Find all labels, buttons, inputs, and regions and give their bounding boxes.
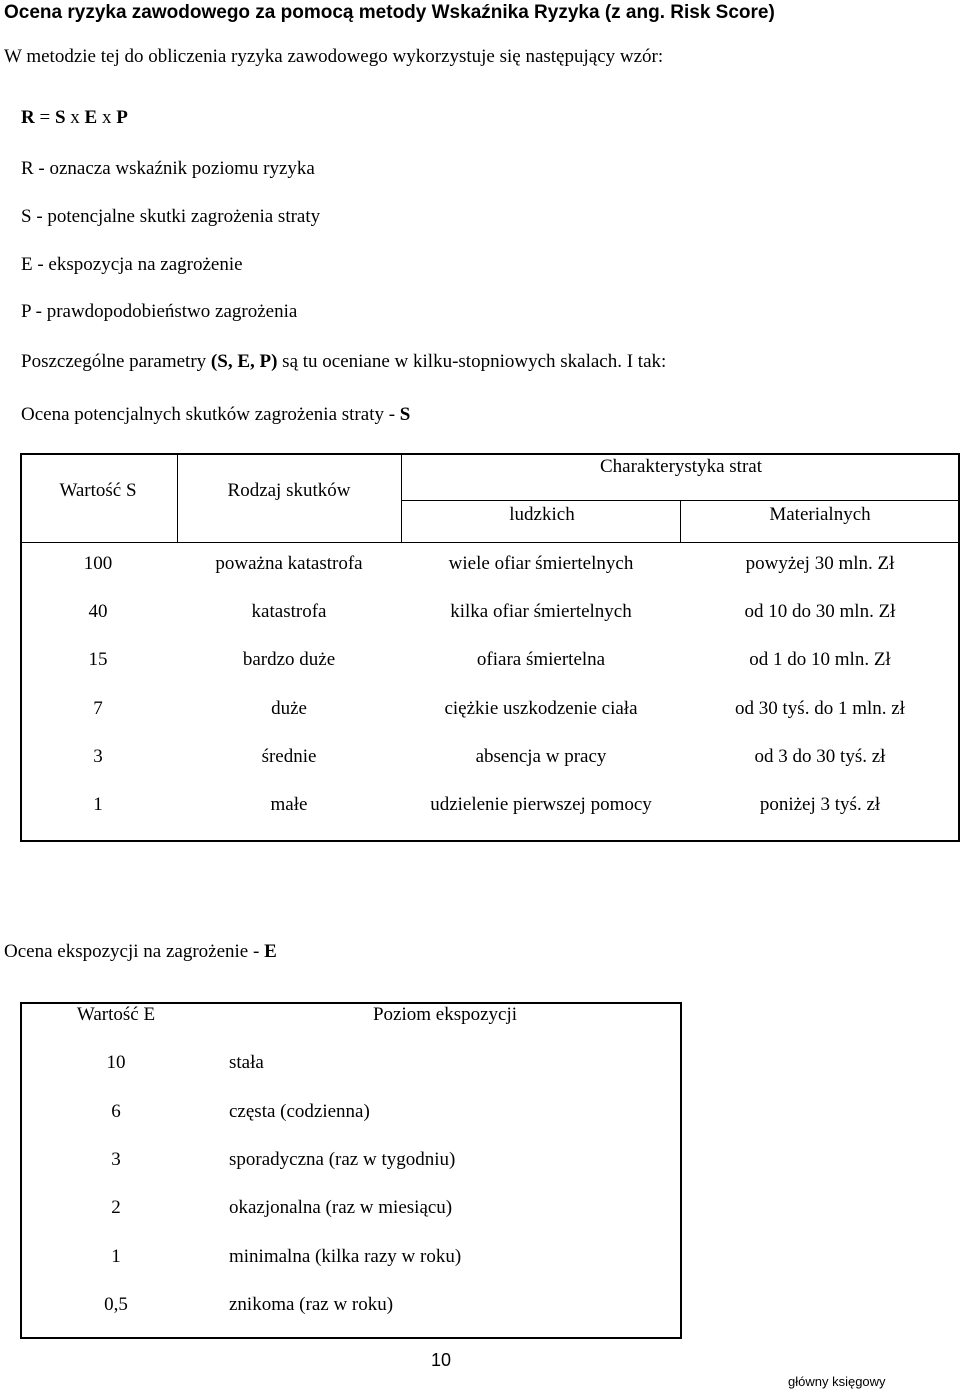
s-cell-type: poważna katastrofa <box>215 553 363 574</box>
s-table-border-bottom <box>20 840 960 842</box>
definition-s: S - potencjalne skutki zagrożenia straty <box>21 206 321 227</box>
s-header-material: Materialnych <box>769 504 871 525</box>
params-text <box>21 351 666 373</box>
s-cell-people: absencja w pracy <box>475 746 607 767</box>
s-cell-people: wiele ofiar śmiertelnych <box>448 553 634 574</box>
e-header-level: Poziom ekspozycji <box>372 1004 518 1025</box>
s-cell-value: 7 <box>93 698 103 719</box>
e-header-value: Wartość E <box>76 1004 156 1025</box>
formula-equals: = <box>34 107 55 128</box>
footer-text: główny księgowy <box>788 1374 886 1389</box>
e-section-heading <box>4 941 277 963</box>
definition-p: P - prawdopodobieństwo zagrożenia <box>21 301 298 322</box>
e-cell-level: częsta (codzienna) <box>229 1101 370 1122</box>
s-header-group: Charakterystyka strat <box>600 456 762 477</box>
e-cell-value: 6 <box>111 1101 121 1122</box>
s-cell-material: od 30 tyś. do 1 mln. zł <box>735 698 905 719</box>
s-cell-material: od 10 do 30 mln. Zł <box>744 601 896 622</box>
e-table-border-left <box>20 1002 22 1339</box>
s-cell-people: kilka ofiar śmiertelnych <box>450 601 632 622</box>
e-heading-text: Ocena ekspozycji na zagrożenie - <box>4 941 265 962</box>
formula <box>21 107 128 129</box>
intro-text: W metodzie tej do obliczenia ryzyka zawodowego wykorzystuje się następujący wzór: <box>4 46 664 67</box>
s-header-value: Wartość S <box>59 480 137 501</box>
s-table-header-divider-3 <box>680 500 681 542</box>
s-cell-people: ciężkie uszkodzenie ciała <box>444 698 638 719</box>
e-cell-value: 0,5 <box>104 1294 128 1315</box>
s-table-header-bottom <box>20 542 960 543</box>
s-cell-type: średnie <box>261 746 317 767</box>
s-cell-value: 100 <box>83 553 113 574</box>
s-table-border-left <box>20 453 22 842</box>
s-cell-value: 15 <box>88 649 108 670</box>
s-cell-value: 1 <box>93 794 103 815</box>
s-cell-people: ofiara śmiertelna <box>476 649 606 670</box>
e-cell-value: 10 <box>106 1052 126 1073</box>
s-cell-type: bardzo duże <box>242 649 336 670</box>
s-table-border-top <box>20 453 960 455</box>
e-cell-value: 2 <box>111 1197 121 1218</box>
e-cell-level: minimalna (kilka razy w roku) <box>229 1246 462 1267</box>
e-cell-value: 1 <box>111 1246 121 1267</box>
s-cell-people: udzielenie pierwszej pomocy <box>430 794 652 815</box>
params-after: są tu oceniane w kilku-stopniowych skalach. I tak: <box>277 351 667 372</box>
definition-r: R - oznacza wskaźnik poziomu ryzyka <box>21 158 315 179</box>
e-cell-value: 3 <box>111 1149 121 1170</box>
s-cell-material: od 3 do 30 tyś. zł <box>754 746 886 767</box>
formula-times-1: x <box>65 107 85 128</box>
s-heading-letter: S <box>399 404 411 425</box>
s-cell-value: 3 <box>93 746 103 767</box>
params-before: Poszczególne parametry <box>21 351 211 372</box>
formula-r: R <box>21 107 35 128</box>
page-title: Ocena ryzyka zawodowego za pomocą metody Wskaźnika Ryzyka (z ang. Risk Score) <box>4 2 775 23</box>
params-bold: (S, E, P) <box>210 351 278 372</box>
e-table-border-right <box>680 1002 682 1339</box>
e-cell-level: okazjonalna (raz w miesiącu) <box>229 1197 453 1218</box>
s-table-header-divider-2 <box>401 453 402 542</box>
e-heading-letter: E <box>264 941 277 962</box>
s-cell-type: katastrofa <box>251 601 327 622</box>
e-cell-level: sporadyczna (raz w tygodniu) <box>229 1149 456 1170</box>
e-table-border-bottom <box>20 1337 682 1339</box>
s-header-type: Rodzaj skutków <box>227 480 351 501</box>
s-cell-type: duże <box>271 698 307 719</box>
e-cell-level: znikoma (raz w roku) <box>229 1294 394 1315</box>
s-heading-text: Ocena potencjalnych skutków zagrożenia straty - <box>21 404 400 425</box>
formula-e: E <box>84 107 98 128</box>
s-table-group-underline <box>401 500 958 501</box>
s-table-header-divider-1 <box>177 453 178 542</box>
s-cell-value: 40 <box>88 601 108 622</box>
s-cell-material: powyżej 30 mln. Zł <box>745 553 895 574</box>
s-cell-type: małe <box>270 794 308 815</box>
definition-e: E - ekspozycja na zagrożenie <box>21 254 243 275</box>
s-cell-material: od 1 do 10 mln. Zł <box>749 649 891 670</box>
s-cell-material: poniżej 3 tyś. zł <box>759 794 881 815</box>
page-number: 10 <box>431 1350 452 1370</box>
formula-s: S <box>54 107 66 128</box>
formula-times-2: x <box>97 107 117 128</box>
e-cell-level: stała <box>229 1052 264 1073</box>
s-section-heading <box>21 404 410 426</box>
s-header-people: ludzkich <box>509 504 575 525</box>
formula-p: P <box>116 107 128 128</box>
